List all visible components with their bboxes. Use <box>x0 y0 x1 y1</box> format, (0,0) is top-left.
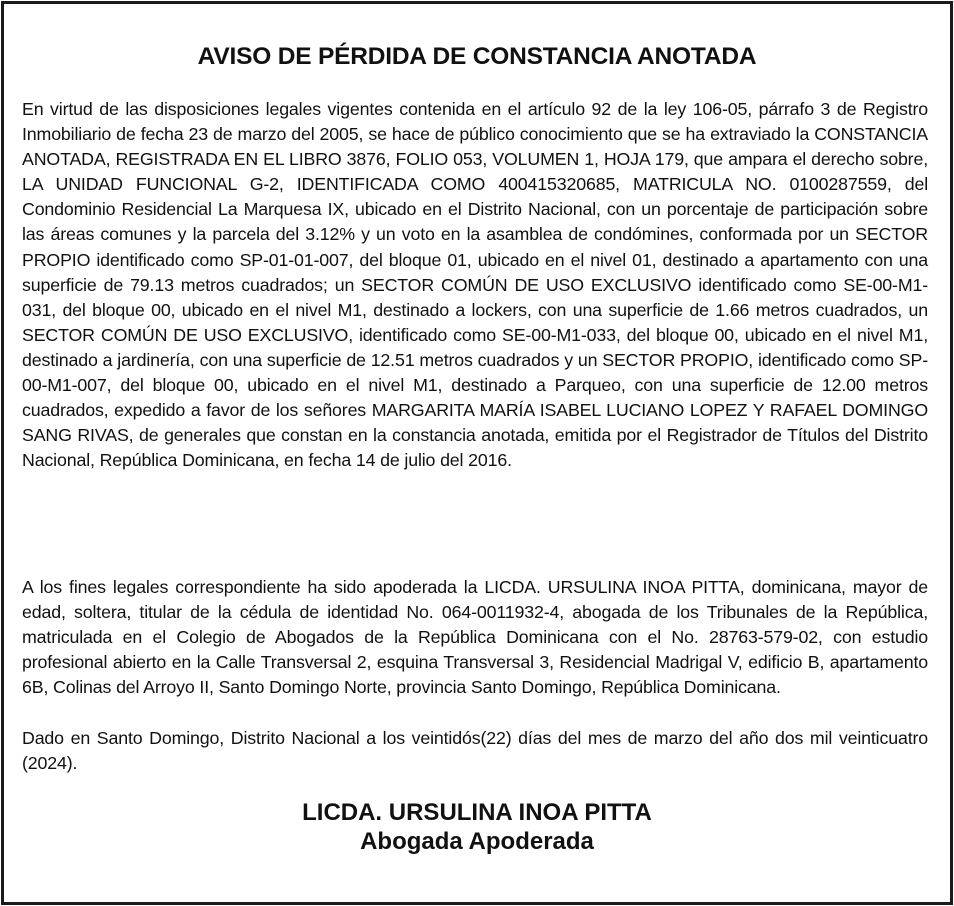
notice-title: AVISO DE PÉRDIDA DE CONSTANCIA ANOTADA <box>197 43 757 70</box>
notice-paragraph-2: A los fines legales correspondiente ha sido apoderada la LICDA. URSULINA INOA PITTA, dominicana, mayor de edad, soltera, titular de la cédula de identidad No. 064-0011932-4, abogada de los Tribunales de la República, matriculada en el Colegio de Abogados de la República Dominicana con el No. 28763-579-02, con estudio profesional abierto en la Calle Transversal 2, esquina Transversal 3, Residencial Madrigal V, edificio B, apartamento 6B, Colinas del Arroyo II, Santo Domingo Norte, provincia Santo Domingo, República Dominicana. <box>22 577 928 698</box>
signature-block <box>4 798 950 856</box>
signature-name: LICDA. URSULINA INOA PITTA <box>302 799 652 826</box>
notice-paragraph-3: Dado en Santo Domingo, Distrito Nacional a los veintidós(22) días del mes de marzo del año dos mil veinticuatro (2024). <box>22 728 928 774</box>
notice-paragraph-1: En virtud de las disposiciones legales vigentes contenida en el artículo 92 de la ley 106-05, párrafo 3 de Registro Inmobiliario de fecha 23 de marzo del 2005, se hace de público conocimiento que se ha extraviado la CONSTANCIA ANOTADA, REGISTRADA EN EL LIBRO 3876, FOLIO 053, VOLUMEN 1, HOJA 179, que ampara el derecho sobre, LA UNIDAD FUNCIONAL G-2, IDENTIFICADA COMO 400415320685, MATRICULA NO. 0100287559, del Condominio Residencial La Marquesa IX, ubicado en el Distrito Nacional, con un porcentaje de participación sobre las áreas comunes y la parcela del 3.12% y un voto en la asamblea de condómines, conformada por un SECTOR PROPIO identificado como SP-01-01-007, del bloque 01, ubicado en el nivel 01, destinado a apartamento con una superficie de 79.13 metros cuadrados; un SECTOR COMÚN DE USO EXCLUSIVO identificado como SE-00-M1-031, del bloque 00, ubicado en el nivel M1, destinado a lockers, con una superficie de 1.66 metros cuadrados, un SECTOR COMÚN DE USO EXCLUSIVO, identificado como SE-00-M1-033, del bloque 00, ubicado en el nivel M1, destinado a jardinería, con una superficie de 12.51 metros cuadrados y un SECTOR PROPIO, identificado como SP-00-M1-007, del bloque 00, ubicado en el nivel M1, destinado a Parqueo, con una superficie de 12.00 metros cuadrados, expedido a favor de los señores MARGARITA MARÍA ISABEL LUCIANO LOPEZ Y RAFAEL DOMINGO SANG RIVAS, de generales que constan en la constancia anotada, emitida por el Registrador de Títulos del Distrito Nacional, República Dominicana, en fecha 14 de julio del 2016. <box>22 99 928 471</box>
legal-notice <box>1 1 953 905</box>
signature-role: Abogada Apoderada <box>360 828 594 855</box>
